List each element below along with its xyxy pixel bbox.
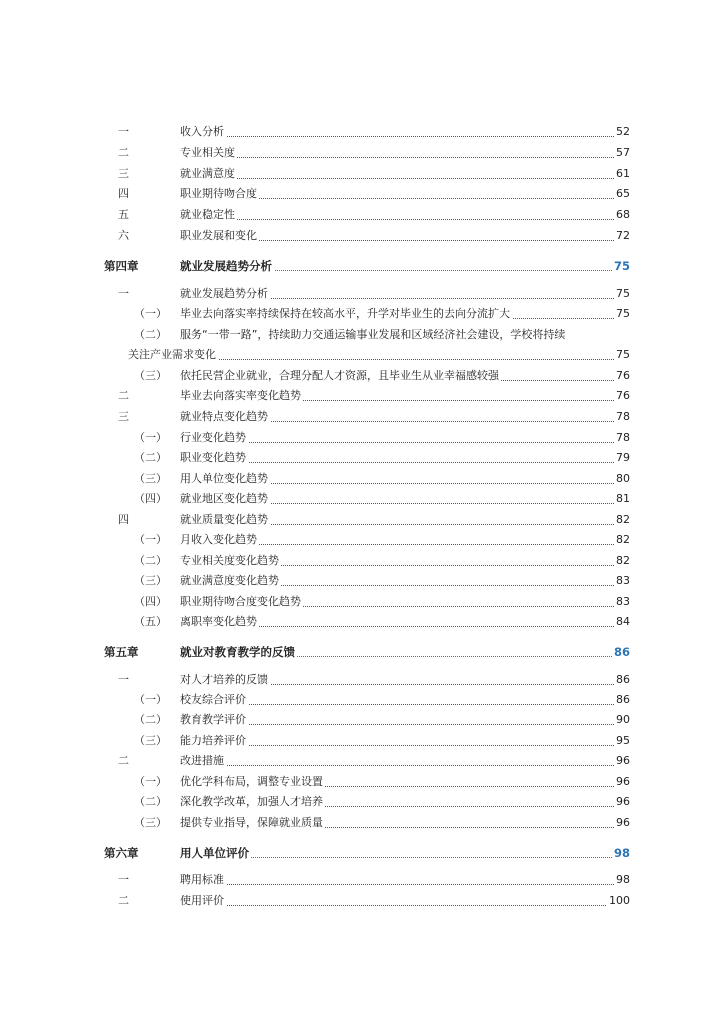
toc-page-number: 52	[614, 122, 630, 142]
toc-page-number: 96	[614, 813, 630, 833]
toc-entry[interactable]	[0, 205, 724, 225]
toc-page-number: 83	[614, 571, 630, 591]
toc-entry[interactable]	[0, 428, 724, 448]
toc-entry[interactable]	[0, 813, 724, 833]
toc-entry-number: （一）	[134, 533, 167, 546]
toc-entry[interactable]	[0, 551, 724, 571]
toc-entry-number: （三）	[134, 574, 167, 587]
toc-entry-number: 第四章	[104, 259, 139, 273]
toc-entry-title: 服务“一带一路”，持续助力交通运输事业发展和区域经济社会建设，学校将持续	[180, 325, 567, 345]
toc-entry-number: 四	[118, 513, 129, 526]
toc-entry[interactable]	[0, 891, 724, 911]
toc-leader-dots	[180, 136, 622, 137]
toc-entry[interactable]	[0, 489, 724, 509]
toc-entry-title: 离职率变化趋势	[180, 612, 259, 632]
toc-page-number: 95	[614, 731, 630, 751]
toc-entry-number: 三	[118, 167, 129, 180]
toc-entry-title: 职业发展和变化	[180, 226, 259, 246]
toc-entry-title: 就业地区变化趋势	[180, 489, 270, 509]
toc-entry-number: （一）	[134, 431, 167, 444]
toc-entry[interactable]	[0, 731, 724, 751]
toc-entry[interactable]	[0, 184, 724, 204]
toc-page-number: 98	[614, 870, 630, 890]
toc-entry-number: （二）	[134, 795, 167, 808]
toc-entry[interactable]	[0, 530, 724, 550]
toc-chapter-entry[interactable]	[0, 843, 724, 863]
toc-entry-title: 依托民营企业就业，合理分配人才资源，且毕业生从业幸福感较强	[180, 366, 501, 386]
toc-entry-title: 用人单位评价	[180, 843, 251, 863]
toc-entry[interactable]	[0, 386, 724, 406]
toc-page-number: 76	[614, 366, 630, 386]
toc-entry-title: 改进措施	[180, 751, 226, 771]
toc-entry[interactable]	[0, 612, 724, 632]
toc-entry-title: 行业变化趋势	[180, 428, 248, 448]
toc-page-number: 96	[614, 772, 630, 792]
toc-page-number: 75	[612, 256, 630, 276]
toc-entry-number: （二）	[134, 713, 167, 726]
toc-entry[interactable]	[0, 164, 724, 184]
toc-entry[interactable]	[0, 772, 724, 792]
toc-entry[interactable]	[0, 407, 724, 427]
toc-entry[interactable]	[0, 469, 724, 489]
toc-entry-number: （四）	[134, 492, 167, 505]
toc-entry-number: 一	[118, 125, 129, 138]
toc-page-number: 78	[614, 428, 630, 448]
toc-entry-number: 二	[118, 146, 129, 159]
toc-entry[interactable]	[0, 366, 724, 386]
toc-entry-title: 专业相关度变化趋势	[180, 551, 281, 571]
toc-page-number: 86	[614, 670, 630, 690]
toc-page-number: 96	[614, 751, 630, 771]
toc-entry[interactable]	[0, 510, 724, 530]
toc-entry[interactable]	[0, 122, 724, 142]
toc-entry-number: 四	[118, 187, 129, 200]
toc-leader-dots	[180, 765, 622, 766]
toc-entry-title: 就业发展趋势分析	[180, 256, 274, 276]
toc-entry-title: 就业稳定性	[180, 205, 237, 225]
toc-page-number: 75	[614, 304, 630, 324]
toc-entry[interactable]	[0, 143, 724, 163]
toc-page-number: 81	[614, 489, 630, 509]
toc-entry-number: （三）	[134, 369, 167, 382]
toc-entry-title: 就业质量变化趋势	[180, 510, 270, 530]
toc-entry-title: 就业对教育教学的反馈	[180, 642, 297, 662]
toc-entry-number: （二）	[134, 554, 167, 567]
toc-page-number: 96	[614, 792, 630, 812]
toc-entry[interactable]	[0, 325, 724, 345]
toc-entry-number: 一	[118, 287, 129, 300]
toc-entry-title: 优化学科布局，调整专业设置	[180, 772, 325, 792]
toc-page-number: 80	[614, 469, 630, 489]
toc-entry[interactable]	[0, 284, 724, 304]
toc-entry-title: 聘用标准	[180, 870, 226, 890]
toc-entry-title: 收入分析	[180, 122, 226, 142]
toc-entry-number: （三）	[134, 816, 167, 829]
toc-entry-title: 专业相关度	[180, 143, 237, 163]
toc-entry-title: 深化教学改革，加强人才培养	[180, 792, 325, 812]
toc-page-number: 79	[614, 448, 630, 468]
toc-entry-number: 二	[118, 754, 129, 767]
toc-page-number: 90	[614, 710, 630, 730]
toc-entry-number: （一）	[134, 775, 167, 788]
toc-entry-title: 对人才培养的反馈	[180, 670, 270, 690]
toc-page-number: 82	[614, 530, 630, 550]
toc-entry-title: 关注产业需求变化	[128, 345, 218, 365]
toc-page-number: 75	[614, 345, 630, 365]
toc-entry-title: 提供专业指导，保障就业质量	[180, 813, 325, 833]
toc-entry-number: （二）	[134, 451, 167, 464]
toc-page-number: 68	[614, 205, 630, 225]
toc-page-number: 83	[614, 592, 630, 612]
toc-entry-title: 用人单位变化趋势	[180, 469, 270, 489]
toc-entry-title: 职业变化趋势	[180, 448, 248, 468]
toc-entry-number: （一）	[134, 693, 167, 706]
toc-page-number: 86	[612, 642, 630, 662]
toc-entry-number: （二）	[134, 328, 167, 341]
toc-entry-number: 三	[118, 410, 129, 423]
toc-entry[interactable]	[0, 304, 724, 324]
toc-page-number: 98	[612, 843, 630, 863]
toc-page-number: 57	[614, 143, 630, 163]
toc-entry[interactable]	[0, 870, 724, 890]
toc-entry[interactable]	[0, 571, 724, 591]
toc-entry-title: 职业期待吻合度变化趋势	[180, 592, 303, 612]
toc-entry[interactable]	[0, 710, 724, 730]
toc-leader-dots	[180, 157, 622, 158]
toc-leader-dots	[180, 178, 622, 179]
toc-leader-dots	[180, 884, 622, 885]
toc-entry-number: 第六章	[104, 846, 139, 860]
toc-entry[interactable]	[0, 226, 724, 246]
toc-page-number: 84	[614, 612, 630, 632]
toc-entry-number: （三）	[134, 472, 167, 485]
toc-page-number: 100	[607, 891, 630, 911]
toc-page-number: 78	[614, 407, 630, 427]
toc-entry[interactable]	[0, 792, 724, 812]
toc-page-number: 86	[614, 690, 630, 710]
toc-entry-number: （三）	[134, 734, 167, 747]
toc-page-number: 61	[614, 164, 630, 184]
toc-entry[interactable]	[0, 345, 724, 365]
toc-entry-number: （四）	[134, 595, 167, 608]
toc-entry-number: 五	[118, 208, 129, 221]
toc-leader-dots	[180, 905, 622, 906]
toc-page-number: 72	[614, 226, 630, 246]
toc-entry-number: 一	[118, 673, 129, 686]
toc-entry-title: 能力培养评价	[180, 731, 248, 751]
toc-entry-title: 使用评价	[180, 891, 226, 911]
toc-entry[interactable]	[0, 448, 724, 468]
toc-chapter-entry[interactable]	[0, 642, 724, 662]
toc-entry-title: 月收入变化趋势	[180, 530, 259, 550]
toc-entry-number: 一	[118, 873, 129, 886]
toc-entry[interactable]	[0, 690, 724, 710]
toc-entry-number: 第五章	[104, 645, 139, 659]
toc-entry-title: 毕业去向落实率持续保持在较高水平，升学对毕业生的去向分流扩大	[180, 304, 512, 324]
toc-page-number: 75	[614, 284, 630, 304]
toc-entry-title: 就业满意度	[180, 164, 237, 184]
toc-entry-number: 二	[118, 894, 129, 907]
toc-entry[interactable]	[0, 670, 724, 690]
toc-entry-title: 职业期待吻合度	[180, 184, 259, 204]
toc-entry-number: 六	[118, 229, 129, 242]
toc-entry-title: 就业特点变化趋势	[180, 407, 270, 427]
toc-entry-number: （一）	[134, 307, 167, 320]
toc-entry[interactable]	[0, 751, 724, 771]
toc-page-number: 82	[614, 551, 630, 571]
toc-entry-title: 就业发展趋势分析	[180, 284, 270, 304]
toc-chapter-entry[interactable]	[0, 256, 724, 276]
toc-page-number: 65	[614, 184, 630, 204]
toc-page-number: 82	[614, 510, 630, 530]
toc-entry-number: （五）	[134, 615, 167, 628]
toc-entry-title: 就业满意度变化趋势	[180, 571, 281, 591]
toc-entry-title: 毕业去向落实率变化趋势	[180, 386, 303, 406]
toc-leader-dots	[180, 219, 622, 220]
toc-page-number: 76	[614, 386, 630, 406]
toc-entry[interactable]	[0, 592, 724, 612]
toc-entry-number: 二	[118, 389, 129, 402]
toc-entry-title: 校友综合评价	[180, 690, 248, 710]
toc-entry-title: 教育教学评价	[180, 710, 248, 730]
